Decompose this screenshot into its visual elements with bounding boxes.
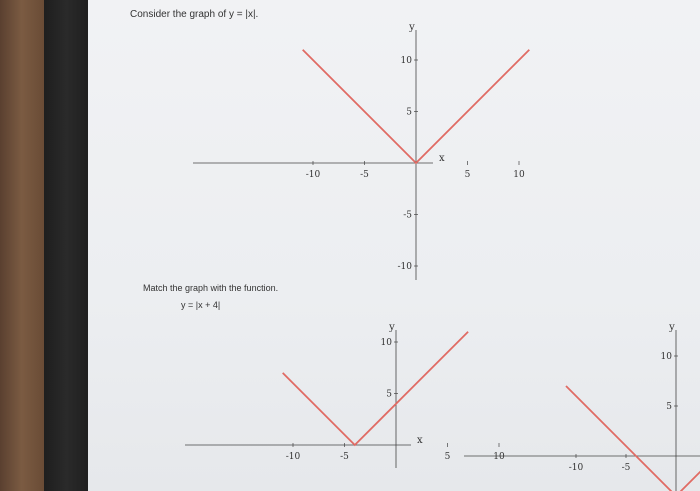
x-axis-label: x <box>417 435 423 446</box>
graph-line <box>566 386 700 491</box>
y-tick-label: -5 <box>403 210 412 221</box>
question-equation: y = |x|. <box>228 9 259 20</box>
question-prefix: Consider the graph of <box>130 9 227 20</box>
x-tick-label: -5 <box>621 463 631 473</box>
x-tick-label: -10 <box>285 452 301 462</box>
answer-graph-option-b[interactable] <box>460 318 700 491</box>
y-tick-label: 5 <box>666 402 672 412</box>
x-tick-label: -10 <box>305 170 321 180</box>
question-text <box>130 9 258 20</box>
main-graph <box>193 22 525 280</box>
y-tick-label: 10 <box>400 56 412 66</box>
y-axis-label: y <box>389 322 395 333</box>
y-tick-label: 5 <box>386 389 392 400</box>
y-axis-label: y <box>409 22 415 33</box>
y-tick-label: 5 <box>406 107 412 118</box>
x-tick-label: -10 <box>568 463 584 473</box>
function-text: y = |x + 4| <box>181 300 221 310</box>
instruction-text: Match the graph with the function. <box>143 283 279 293</box>
y-axis-label: y <box>669 322 675 333</box>
graph-line <box>283 332 468 445</box>
x-tick-label: 10 <box>493 452 505 462</box>
x-tick-label: 5 <box>464 170 471 180</box>
y-tick-label: 10 <box>660 352 672 362</box>
x-axis-label: x <box>439 153 445 164</box>
x-tick-label: -5 <box>360 170 369 180</box>
answer-graph-option-a[interactable] <box>181 318 505 468</box>
x-tick-label: 10 <box>513 170 525 180</box>
x-tick-label: 5 <box>444 452 451 462</box>
y-tick-label: 10 <box>380 338 392 348</box>
x-tick-label: -5 <box>340 452 349 462</box>
screen <box>88 0 700 491</box>
y-tick-label: -10 <box>397 262 412 272</box>
